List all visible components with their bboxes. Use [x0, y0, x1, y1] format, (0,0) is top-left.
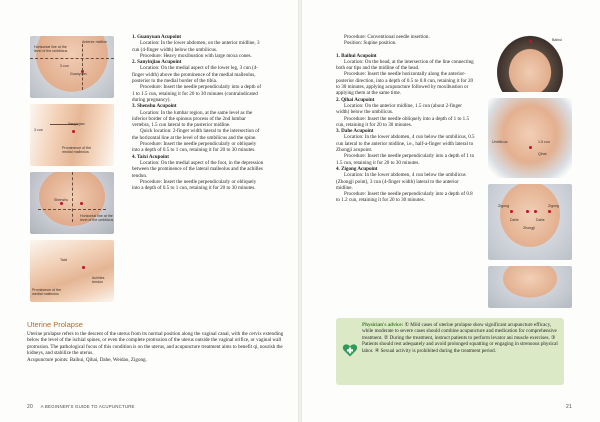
acupoint-location: Location: On the medial aspect of the foot, in the depression between the prominence of the lateral malleolus and the achilles tendon.	[132, 159, 264, 179]
fig2-label-sanyinjiao: Sanyinjiao	[68, 122, 85, 126]
acupoint-title: 3. Shenshu Acupoint	[132, 103, 177, 110]
rfig3-label-dahe-left: Dahe	[510, 218, 519, 222]
right-acupoint-column	[336, 34, 476, 204]
fig1-label-3cun: 3 cun	[60, 64, 69, 68]
section-body	[27, 331, 285, 363]
running-title: A BEGINNER'S GUIDE TO ACUPUNCTURE	[40, 404, 135, 409]
fig2-label-3cun: 3 cun	[34, 128, 43, 132]
rfig3-label-zigong-right: Zigong	[548, 204, 559, 208]
advice-title: Physician's advice:	[362, 322, 404, 328]
acupoint-procedure: Procedure: Insert the needle perpendicularly into a depth of 1 to 1.5 cun, retaining it for 20 to 30 minutes (contraindicated during pregnancy).	[132, 84, 262, 103]
acupoint-title: 1. Guanyuan Acupoint	[132, 34, 182, 40]
physicians-advice-box	[336, 318, 564, 385]
rfig2-label-umbilicus: Umbilicus	[492, 140, 508, 144]
intro-position: Position: Supine position.	[344, 40, 397, 47]
page-number-right: 21	[566, 404, 572, 410]
rfig1-label-baihui: Baihui	[552, 38, 562, 42]
acupoint-title: 2. Sanyinjiao Acupoint	[132, 59, 182, 66]
acupoint-procedure: Procedure: Insert the needle obliquely into a depth of 1 to 1.5 cun, retaining it for 20 to 30 minutes.	[336, 115, 470, 128]
figure-dahe-zigong	[488, 184, 572, 260]
figure-baihui	[488, 26, 572, 92]
fig1-label-horizontal-2: level of the umbilicus	[34, 49, 68, 53]
fig2-label-prominence: Prominence of the	[62, 146, 92, 150]
fig4-label-taixi: Taixi	[60, 258, 68, 262]
acupoint-procedure: Procedure: Insert the needle perpendicularly into a depth of 0.8 to 1.2 cun, retaining it for 20 to 30 minutes.	[336, 191, 473, 204]
fig3-label-horizontal-2: level of the umbilicus	[80, 218, 114, 222]
heart-plus-icon	[342, 342, 358, 358]
acupoint-procedure: Procedure: Insert the needle horizontally along the anterior-posterior direction, into a depth of 0.5 to 0.8 cun, retaining it for 20 to 30 minutes, applying acupuncture followed by moxibustion or applying them at the same time.	[336, 71, 474, 97]
rfig3-label-dahe-right: Dahe	[536, 218, 545, 222]
fig2-label-prominence-2: medial malleolus	[62, 150, 89, 154]
section-acupuncture-points: Acupuncture points: Baihui, Qihai, Dahe, Weidao, Zigong.	[27, 356, 147, 363]
intro-procedure: Procedure: Conventional needle insertion.	[344, 34, 430, 40]
fig3-label-shenshu: Shenshu	[54, 198, 69, 202]
acupoint-title: 2. Qihai Acupoint	[336, 96, 375, 103]
fig4-label-achilles-2: tendon	[92, 280, 103, 284]
acupoint-title: 3. Dahe Acupoint	[336, 128, 374, 135]
fig1-label-midline: Anterior midline	[82, 40, 107, 44]
section-body-paragraph: Uterine prolapse refers to the descent of the uterus from its normal position along the vaginal canal, with the cervix extending below the level of the ischial spines, or even the complete protrusion of the uterus outside the vaginal orifice, or vaginal wall protrusion. The pathological focus of this condition is on the uterus, and acupuncture treatment aims to benefit qi, nourish the kidneys, and stabilize the uterus.	[27, 331, 284, 357]
fig3-label-horizontal: Horizontal line at the	[80, 214, 113, 218]
acupoint-quick-location: Quick location: 2-finger width lateral to the intersection of the horizontal line at the level of the umbilicus and the spine.	[132, 128, 260, 141]
figure-shenshu	[30, 172, 114, 234]
fig1-label-horizontal: Horizontal line at the	[34, 45, 67, 49]
acupoint-procedure: Procedure: Heavy moxibustion with large moxa cones.	[140, 52, 252, 59]
folio-left	[27, 404, 135, 410]
figure-sanyinjiao	[30, 104, 114, 166]
folio-right	[566, 404, 572, 410]
rfig2-label-qihai: Qihai	[538, 152, 547, 156]
fig4-label-prominence-2: medial malleolus	[32, 292, 59, 296]
acupoint-title: 4. Zigong Acupoint	[336, 165, 378, 172]
acupoint-procedure: Procedure: Insert the needle perpendicularly or obliquely into a depth of 0.5 to 1 cun, retaining it for 20 to 30 minutes.	[132, 141, 257, 154]
acupoint-procedure: Procedure: Insert the needle perpendicularly or obliquely into a depth of 0.5 to 1 cun, retaining it for 20 to 30 minutes.	[132, 178, 257, 192]
rfig3-label-zigong-left: Zigong	[498, 204, 509, 208]
acupoint-location: Location: On the anterior midline, 1.5 cun (about 2-finger width) below the umbilicus.	[336, 102, 462, 116]
acupoint-location: Location: On the head, at the intersection of the line connecting both ear tips and the midline of the head.	[336, 58, 474, 72]
figure-qihai	[488, 98, 572, 178]
acupoint-title: 1. Baihui Acupoint	[336, 52, 377, 59]
acupoint-location: Location: In the lumbar region, at the same level as the inferior border of the spinous process of the 2nd lumbar vertebra, 1.5 cun lateral to the posterior midline.	[132, 109, 253, 129]
advice-text	[362, 322, 560, 354]
fig4-label-achilles: Achilles	[92, 276, 105, 280]
left-acupoint-column	[132, 34, 264, 191]
left-page	[0, 0, 298, 422]
page-number-left: 20	[27, 404, 33, 410]
rfig3-label-zhongji: Zhongji	[523, 226, 535, 230]
rfig2-label-1-5cun: 1.5 cun	[538, 140, 550, 144]
acupoint-location: Location: In the lower abdomen, 4 cun below the umbilicus, 0.5 cun lateral to the anterior midline, i.e., half-a-finger width lateral to Zhongji acupoint.	[336, 134, 475, 154]
acupoint-procedure: Procedure: Insert the needle perpendicularly into a depth of 1 to 1.5 cun, retaining it for 20 to 30 minutes.	[336, 153, 475, 166]
acupoint-title: 4. Taixi Acupoint	[132, 153, 169, 160]
fig1-label-guanyuan: Guanyuan	[70, 72, 87, 76]
acupoint-location: Location: On the medial aspect of the lower leg, 3 cun (4-finger width) above the prominence of the medial malleolus, posterior to the medial border of the tibia.	[132, 65, 258, 85]
figure-pelvis	[488, 266, 572, 308]
acupoint-location: Location: In the lower abdomen, on the anterior midline, 3 cun (4-finger width) below the umbilicus.	[132, 40, 260, 53]
fig4-label-prominence: Prominence of the	[32, 288, 62, 292]
section-title-uterine-prolapse: Uterine Prolapse	[27, 320, 83, 329]
advice-body: ① Mild cases of uterine prolapse show significant acupuncture efficacy, while moderate to severe cases should combine acupuncture and medication for comprehensive treatment. ② During the treatment, instruct patients to perform levator ani muscle exercises. ③ Patients should rest adequately and avoid prolonged squatting or engaging in strenuous physical labor. ④ Sexual activity is prohibited during the treatment period.	[362, 322, 558, 354]
acupoint-location: Location: In the lower abdomen, 4 cun below the umbilicus (Zhongji point), 3 cun (4-finger width) lateral to the anterior midline.	[336, 172, 466, 191]
